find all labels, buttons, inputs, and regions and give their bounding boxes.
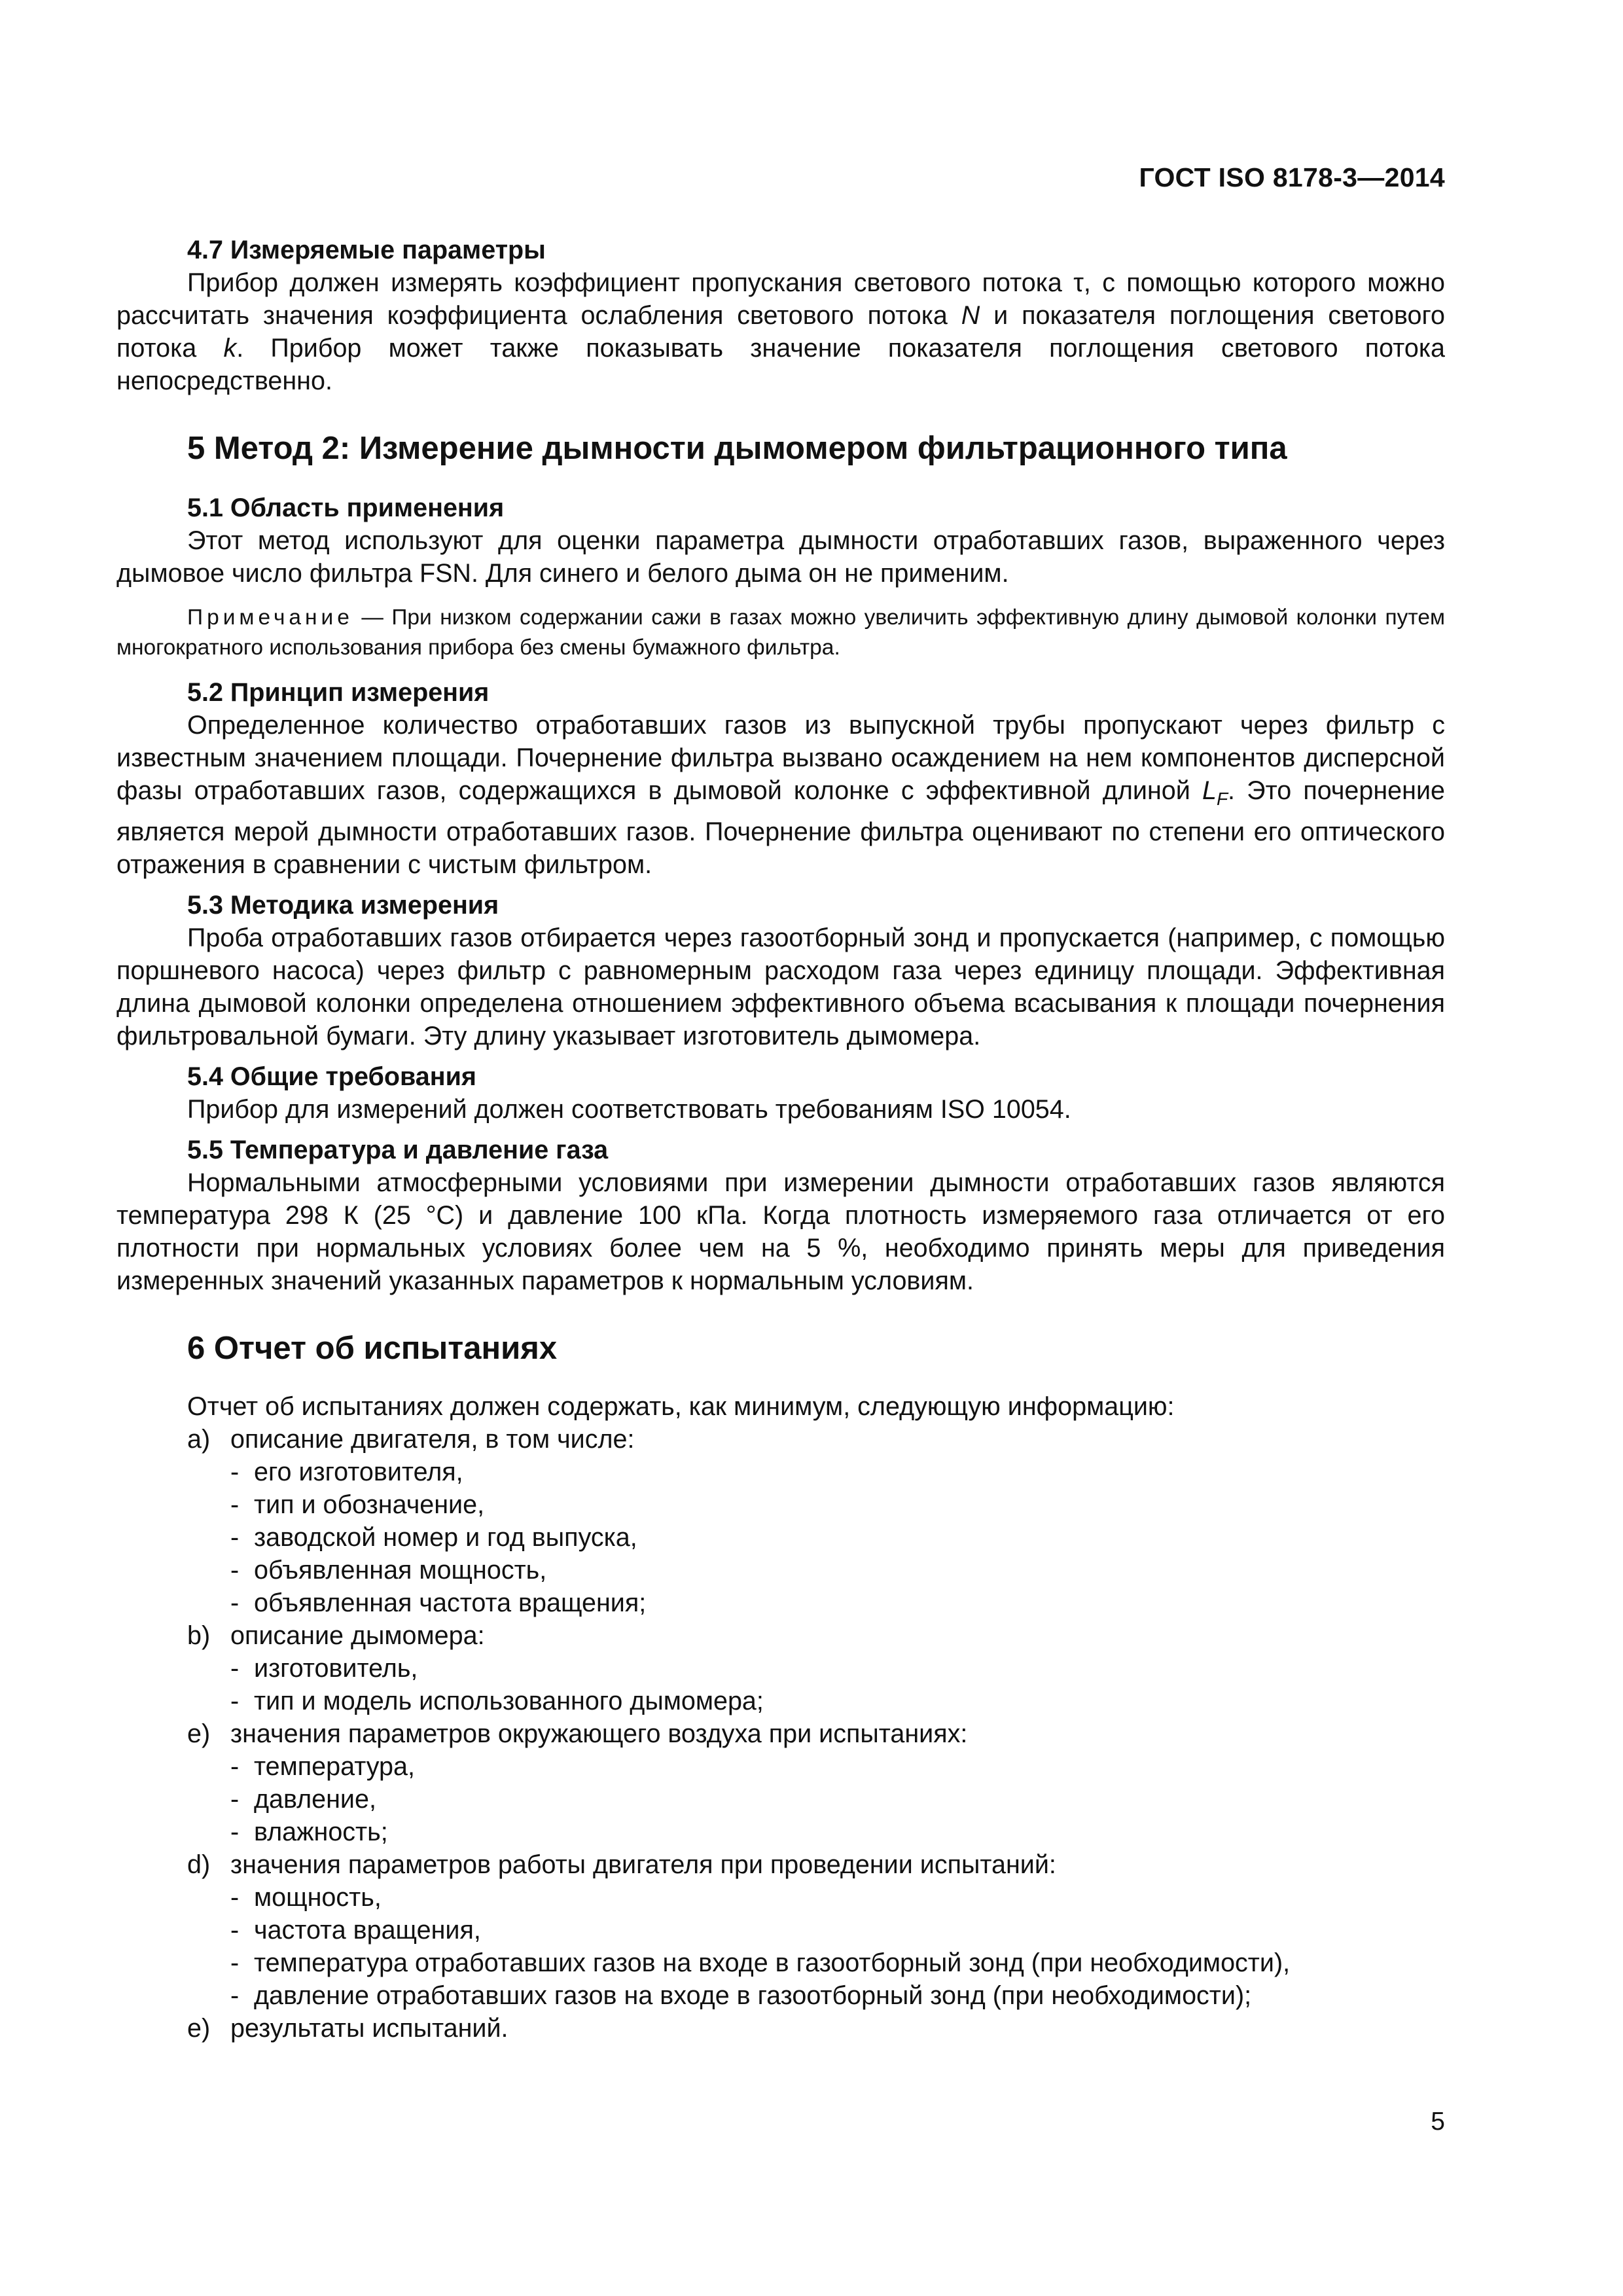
section-5-1-note xyxy=(116,603,1445,663)
list-item-text: результаты испытаний. xyxy=(230,2013,508,2043)
sub-list-item-text: влажность; xyxy=(254,1817,388,1846)
text-run: Прибор должен измерять коэффициент пропускания светового потока τ, с помощью которого можно рассчитать значения коэффициента ослабления светового потока xyxy=(116,268,1445,330)
list-item-marker: а) xyxy=(187,1424,211,1454)
sub-list-item xyxy=(116,1914,1445,1946)
sub-list-item-text: температура отработавших газов на входе в газоотборный зонд (при необходимости), xyxy=(254,1948,1291,1977)
section-5-4-title: 5.4 Общие требования xyxy=(187,1062,476,1091)
sub-list-item-text: заводской номер и год выпуска, xyxy=(254,1522,637,1552)
dash-marker: - xyxy=(230,1588,240,1617)
report-requirements-list xyxy=(116,1423,1445,2045)
note-text: — При низком содержании сажи в газах можно увеличить эффективную длину дымовой колонки путем многократного использования прибора без смены бумажного фильтра. xyxy=(116,605,1445,660)
list-item-marker: d) xyxy=(187,1850,211,1879)
sub-list-item-text: температура, xyxy=(254,1751,415,1781)
sub-list-item xyxy=(116,1783,1445,1816)
section-6-title: 6 Отчет об испытаниях xyxy=(187,1330,558,1366)
sub-list-item-text: частота вращения, xyxy=(254,1915,481,1945)
text-run: . Это почернение является мерой дымности отработавших газов. Почернение фильтра оценивают по степени его оптического отражения в сравнении с чистым фильтром. xyxy=(116,776,1445,879)
section-4-7-paragraph xyxy=(116,266,1445,397)
dash-marker: - xyxy=(230,1686,240,1715)
list-item xyxy=(116,1848,1445,1881)
sub-list-item xyxy=(116,1685,1445,1717)
sub-list-item-text: тип и обозначение, xyxy=(254,1490,485,1519)
section-4-7-title: 4.7 Измеряемые параметры xyxy=(187,236,546,264)
section-5-title: 5 Метод 2: Измерение дымности дымомером фильтрационного типа xyxy=(187,431,1287,466)
sub-list-item xyxy=(116,1488,1445,1521)
sub-list-item-text: давление, xyxy=(254,1784,376,1814)
list-item xyxy=(116,1423,1445,1456)
list-item xyxy=(116,1717,1445,1750)
sub-list-item-text: изготовитель, xyxy=(254,1653,418,1683)
list-item-marker: е) xyxy=(187,2013,211,2043)
page-content xyxy=(116,223,1445,2045)
dash-marker: - xyxy=(230,1784,240,1814)
dash-marker: - xyxy=(230,1653,240,1683)
dash-marker: - xyxy=(230,1751,240,1781)
text-run: и показателя поглощения светового потока xyxy=(116,301,1446,363)
sub-list-item xyxy=(116,1979,1445,2012)
sub-list-item xyxy=(116,1750,1445,1783)
list-item xyxy=(116,1619,1445,1652)
sub-list-item-text: давление отработавших газов на входе в газоотборный зонд (при необходимости); xyxy=(254,1981,1252,2010)
dash-marker: - xyxy=(230,1915,240,1945)
dash-marker: - xyxy=(230,1522,240,1552)
sub-list-item xyxy=(116,1816,1445,1848)
section-5-4-paragraph: Прибор для измерений должен соответствовать требованиям ISO 10054. xyxy=(187,1094,1071,1124)
dash-marker: - xyxy=(230,1490,240,1519)
section-5-1-paragraph: Этот метод используют для оценки параметра дымности отработавших газов, выраженного через дымовое число фильтра FSN. Для синего и белого дыма он не применим. xyxy=(116,526,1445,588)
symbol-k: k xyxy=(223,334,237,363)
sub-list-item xyxy=(116,1456,1445,1488)
sub-list-item xyxy=(116,1881,1445,1914)
sub-list-item-text: объявленная частота вращения; xyxy=(254,1588,647,1617)
section-5-3-title: 5.3 Методика измерения xyxy=(187,890,499,920)
dash-marker: - xyxy=(230,1457,240,1486)
list-item-text: значения параметров окружающего воздуха при испытаниях: xyxy=(230,1719,968,1748)
section-5-2-title: 5.2 Принцип измерения xyxy=(187,678,490,707)
document-code: ГОСТ ISO 8178-3—2014 xyxy=(1139,162,1445,192)
dash-marker: - xyxy=(230,1882,240,1912)
sub-list-item-text: мощность, xyxy=(254,1882,382,1912)
sub-list-item xyxy=(116,1946,1445,1979)
sub-list-item xyxy=(116,1652,1445,1685)
section-6-intro: Отчет об испытаниях должен содержать, как минимум, следующую информацию: xyxy=(187,1391,1175,1421)
text-run: Определенное количество отработавших газов из выпускной трубы пропускают через фильтр с известным значением площади. Почернение фильтра вызвано осаждением на нем компонентов дисперсной фазы отработавших газов, содержащихся в дымовой колонке с эффективной длиной xyxy=(116,711,1445,805)
dash-marker: - xyxy=(230,1555,240,1585)
dash-marker: - xyxy=(230,1981,240,2010)
list-item-marker: b) xyxy=(187,1621,211,1650)
sub-list-item xyxy=(116,1554,1445,1587)
symbol-L: L xyxy=(1202,776,1217,805)
list-item-text: описание дымомера: xyxy=(230,1621,485,1650)
list-item-marker: е) xyxy=(187,1719,211,1748)
section-5-5-paragraph: Нормальными атмосферными условиями при измерении дымности отработавших газов являются температура 298 К (25 °C) и давление 100 кПа. Когда плотность измеряемого газа отличается от его плотности при нормальных условиях более чем на 5 %, необходимо принять меры для приведения измеренных значений указанных параметров к нормальным условиям. xyxy=(116,1168,1445,1295)
symbol-N: N xyxy=(961,301,980,330)
list-item-text: значения параметров работы двигателя при проведении испытаний: xyxy=(230,1850,1056,1879)
sub-list-item xyxy=(116,1587,1445,1619)
section-5-3-paragraph: Проба отработавших газов отбирается через газоотборный зонд и пропускается (например, с помощью поршневого насоса) через фильтр с равномерным расходом газа через единицу площади. Эффективная длина дымовой колонки определена отношением эффективного объема всасывания к площади почернения фильтровальной бумаги. Эту длину указывает изготовитель дымомера. xyxy=(116,923,1445,1050)
dash-marker: - xyxy=(230,1817,240,1846)
section-5-2-paragraph xyxy=(116,709,1445,881)
sub-list-item-text: тип и модель использованного дымомера; xyxy=(254,1686,764,1715)
section-5-5-title: 5.5 Температура и давление газа xyxy=(187,1135,609,1164)
dash-marker: - xyxy=(230,1948,240,1977)
list-item xyxy=(116,2012,1445,2045)
note-label: Примечание xyxy=(187,605,353,630)
page-number: 5 xyxy=(1431,2108,1445,2136)
sub-list-item-text: его изготовителя, xyxy=(254,1457,463,1486)
symbol-L-subscript: F xyxy=(1216,788,1228,809)
sub-list-item-text: объявленная мощность, xyxy=(254,1555,547,1585)
sub-list-item xyxy=(116,1521,1445,1554)
text-run: . Прибор может также показывать значение показателя поглощения светового потока непосредственно. xyxy=(116,334,1446,395)
section-5-1-title: 5.1 Область применения xyxy=(187,493,505,522)
list-item-text: описание двигателя, в том числе: xyxy=(230,1424,635,1454)
